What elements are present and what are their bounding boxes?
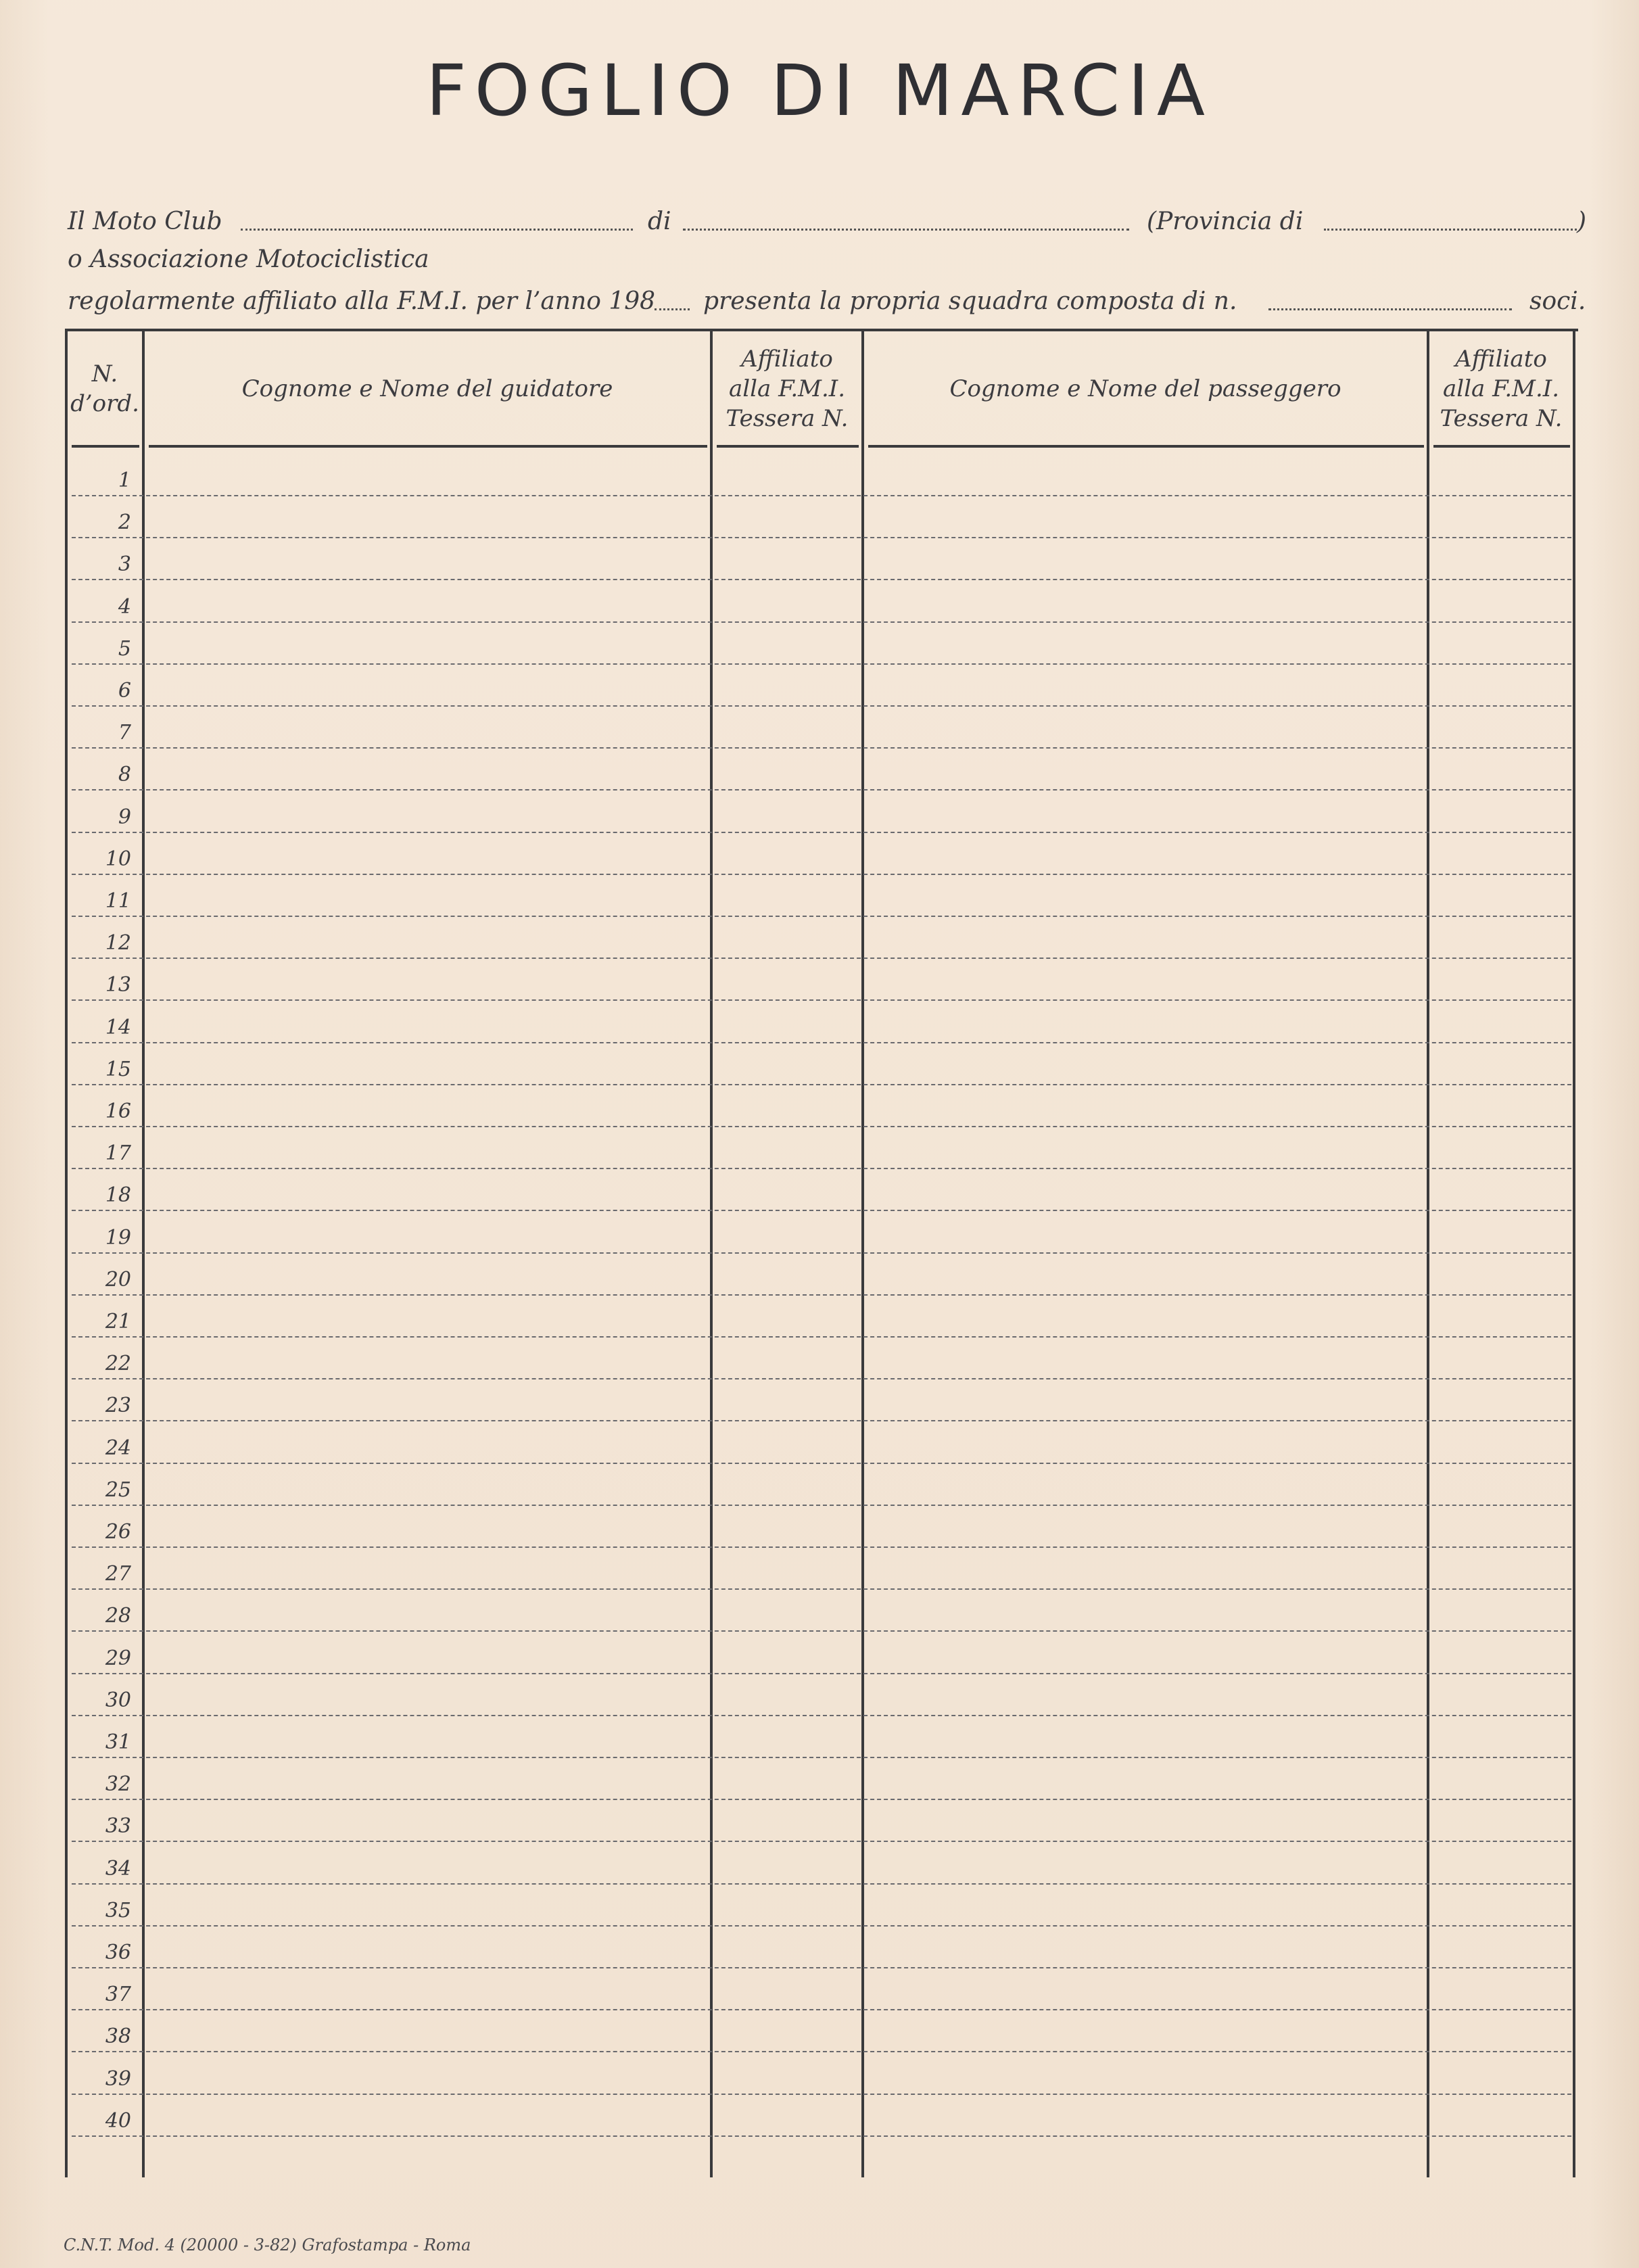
moto-club-label: Il Moto Club [68, 208, 222, 235]
riders-table [65, 329, 1578, 2177]
row-number: 24 [105, 1436, 131, 1460]
table-row[interactable] [72, 1925, 1571, 1968]
row-number: 9 [118, 805, 131, 829]
row-number: 16 [105, 1100, 131, 1123]
table-row[interactable] [72, 663, 1571, 707]
row-number: 2 [118, 511, 131, 535]
table-row[interactable] [72, 1463, 1571, 1506]
table-row[interactable] [72, 747, 1571, 790]
table-row[interactable] [72, 1210, 1571, 1254]
table-row[interactable] [72, 1799, 1571, 1842]
row-number: 13 [105, 973, 131, 997]
table-border-right [1573, 331, 1575, 2177]
row-number: 25 [105, 1478, 131, 1502]
table-row[interactable] [72, 874, 1571, 917]
row-number: 17 [105, 1141, 131, 1166]
table-row[interactable] [72, 916, 1571, 959]
row-number: 21 [105, 1310, 131, 1333]
row-number: 10 [105, 847, 131, 871]
row-number: 4 [118, 594, 131, 619]
table-row[interactable] [72, 1546, 1571, 1590]
table-row[interactable] [72, 1505, 1571, 1548]
table-row[interactable] [72, 1168, 1571, 1211]
table-row[interactable] [72, 1421, 1571, 1464]
row-number: 36 [105, 1941, 131, 1964]
row-number: 33 [105, 1814, 131, 1839]
row-number: 12 [105, 931, 131, 955]
table-row[interactable] [72, 1967, 1571, 2010]
row-number: 26 [105, 1520, 131, 1544]
row-number: 23 [105, 1394, 131, 1418]
table-row[interactable] [72, 1757, 1571, 1800]
header-rule [868, 445, 1424, 448]
table-border-left [65, 331, 68, 2177]
row-number: 11 [105, 889, 131, 913]
squadra-count-field[interactable] [1268, 308, 1512, 310]
header-rule [717, 445, 859, 448]
di-label: di [648, 208, 671, 235]
table-row[interactable] [72, 1294, 1571, 1338]
table-row[interactable] [72, 1883, 1571, 1927]
table-row[interactable] [72, 2009, 1571, 2052]
table-row[interactable] [72, 1841, 1571, 1885]
row-number: 39 [105, 2066, 131, 2091]
table-row[interactable] [72, 1126, 1571, 1169]
form-title: FOGLIO DI MARCIA [425, 49, 1213, 132]
row-number: 8 [118, 763, 131, 787]
header-rule [1433, 445, 1570, 448]
table-row[interactable] [72, 495, 1571, 538]
row-number: 7 [118, 721, 131, 745]
table-row[interactable] [72, 580, 1571, 623]
table-row[interactable] [72, 2094, 1571, 2137]
row-number: 15 [105, 1057, 131, 1081]
row-number: 32 [105, 1772, 131, 1797]
row-number: 34 [105, 1856, 131, 1881]
affiliato-label: regolarmente affiliato alla F.M.I. per l’anno 198 [68, 287, 656, 315]
table-row[interactable] [72, 1673, 1571, 1716]
row-number: 18 [105, 1183, 131, 1208]
row-number: 30 [105, 1688, 131, 1712]
row-number: 1 [118, 469, 131, 492]
table-row[interactable] [72, 537, 1571, 580]
printer-imprint: C.N.T. Mod. 4 (20000 - 3-82) Grafostampa - Roma [64, 2236, 471, 2254]
table-row[interactable] [72, 621, 1571, 665]
row-number: 20 [105, 1267, 131, 1292]
row-number: 37 [105, 1983, 131, 2007]
close-paren: ) [1577, 208, 1587, 235]
col-header-number: N. d’ord. [70, 360, 139, 417]
associazione-label: o Associazione Motociclistica [68, 245, 429, 273]
table-row[interactable] [72, 832, 1571, 875]
header-rule [149, 445, 707, 448]
table-row[interactable] [72, 705, 1571, 749]
col-header-driver-name: Cognome e Nome del guidatore [241, 375, 613, 402]
table-row[interactable] [72, 1000, 1571, 1043]
col-header-passenger-name: Cognome e Nome del passeggero [949, 375, 1341, 402]
provincia-field[interactable] [1324, 229, 1577, 231]
row-number: 38 [105, 2025, 131, 2049]
header-rule [72, 445, 139, 448]
row-number: 14 [105, 1015, 131, 1039]
table-row[interactable] [72, 1378, 1571, 1421]
squadra-label: presenta la propria squadra composta di n. [703, 287, 1237, 315]
row-number: 28 [105, 1604, 131, 1628]
provincia-label: (Provincia di [1147, 208, 1304, 235]
table-row[interactable] [72, 1336, 1571, 1379]
row-number: 35 [105, 1898, 131, 1922]
row-number: 31 [105, 1730, 131, 1754]
table-row[interactable] [72, 1588, 1571, 1632]
row-number: 27 [105, 1562, 131, 1586]
table-row[interactable] [72, 1715, 1571, 1758]
row-number: 19 [105, 1225, 131, 1250]
moto-club-field[interactable] [241, 229, 633, 231]
soci-label: soci. [1529, 287, 1586, 315]
table-row[interactable] [72, 958, 1571, 1001]
table-row[interactable] [72, 1042, 1571, 1085]
col-header-driver-membership: Affiliato alla F.M.I. Tessera N. [726, 346, 849, 432]
col-header-passenger-membership: Affiliato alla F.M.I. Tessera N. [1440, 346, 1563, 432]
year-field[interactable] [655, 308, 690, 310]
table-row[interactable] [72, 1252, 1571, 1296]
city-field[interactable] [683, 229, 1129, 231]
table-row[interactable] [72, 453, 1571, 496]
table-row[interactable] [72, 1631, 1571, 1674]
row-number: 5 [118, 636, 131, 661]
row-number: 6 [118, 679, 131, 703]
row-number: 3 [118, 552, 131, 577]
table-row[interactable] [72, 1084, 1571, 1127]
table-row[interactable] [72, 790, 1571, 833]
row-number: 40 [105, 2108, 131, 2133]
row-number: 22 [105, 1352, 131, 1376]
row-number: 29 [105, 1646, 131, 1670]
table-row[interactable] [72, 2052, 1571, 2095]
